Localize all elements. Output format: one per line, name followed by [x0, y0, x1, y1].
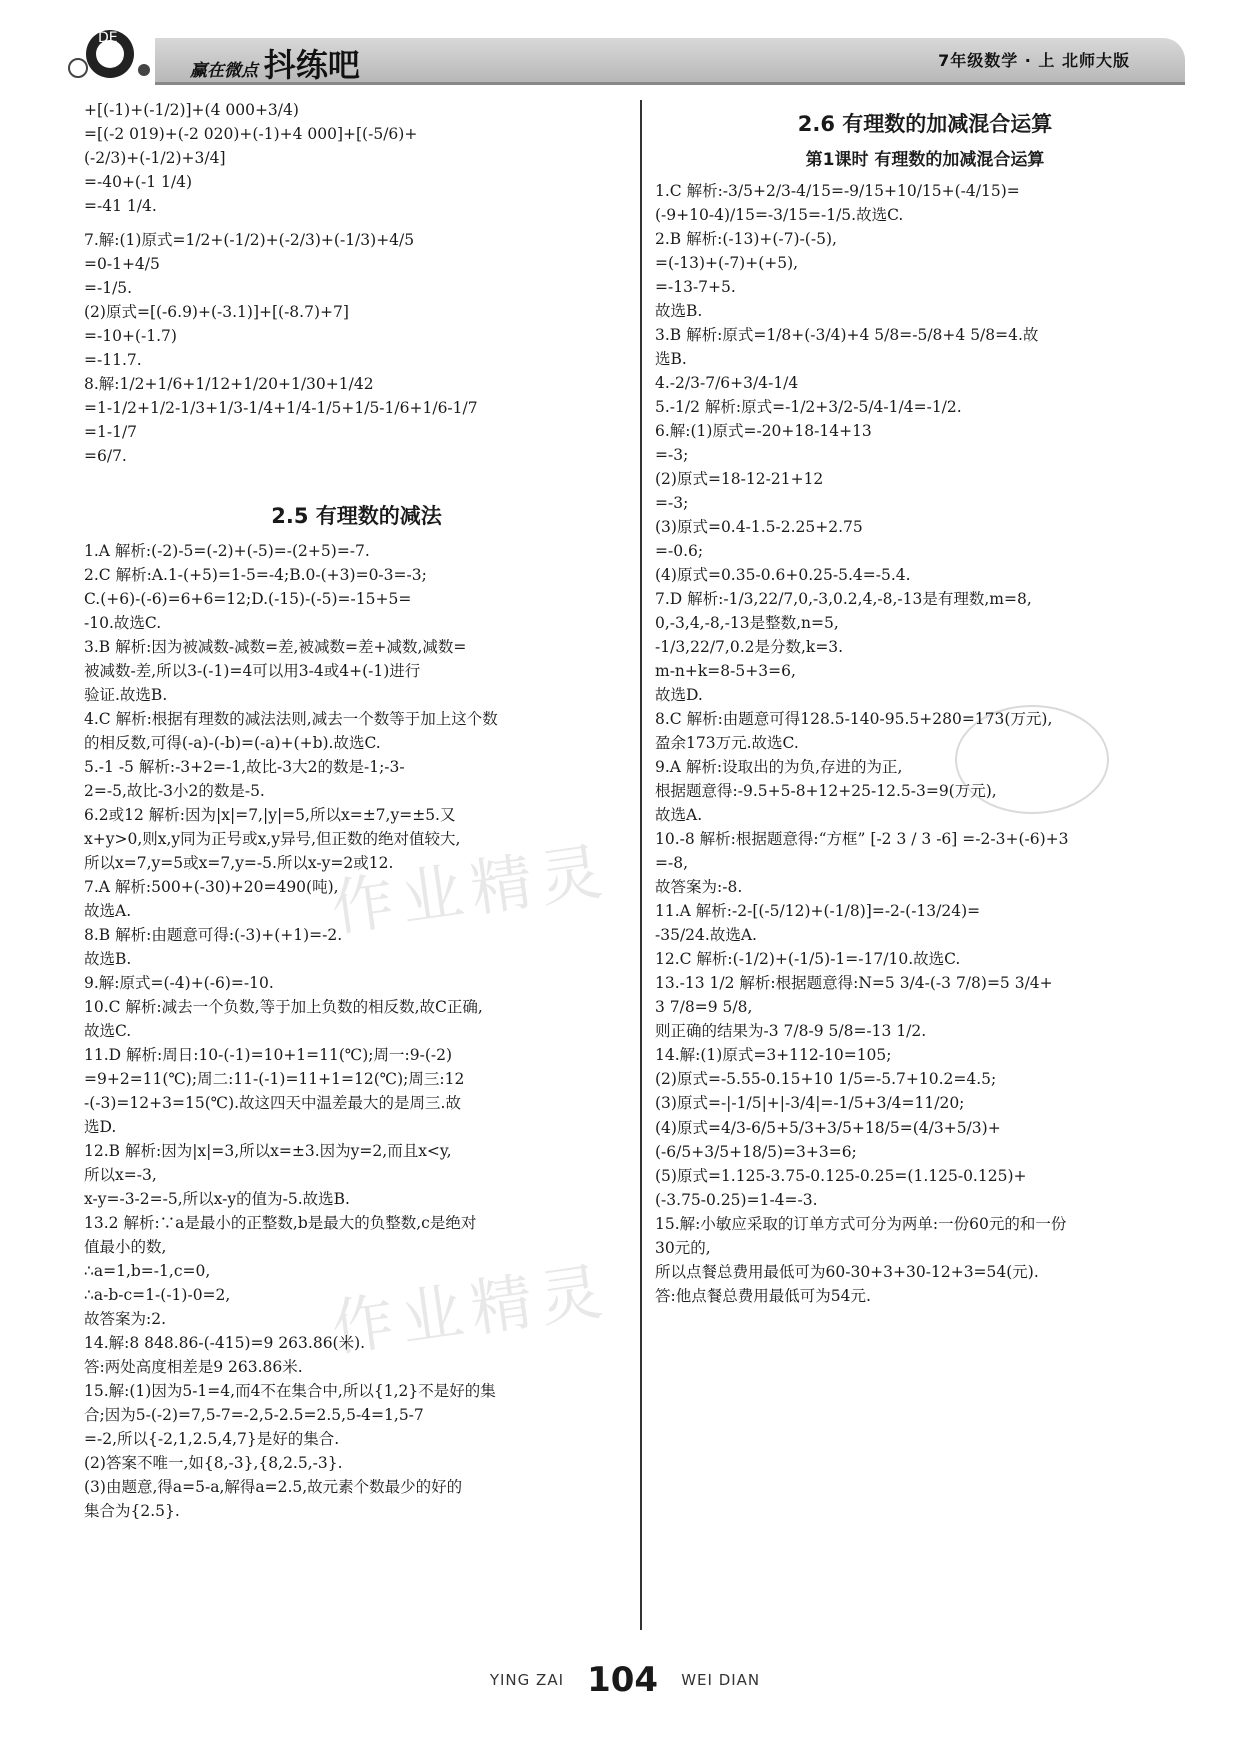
section-2-6-title: 2.6 有理数的加减混合运算	[797, 112, 1053, 136]
text-line: C.(+6)-(-6)=6+6=12;D.(-15)-(-5)=-15+5=	[84, 589, 412, 608]
page-footer	[0, 1660, 1250, 1700]
text-line: (2)答案不唯一,如{8,-3},{8,2.5,-3}.	[84, 1454, 343, 1473]
text-line: 根据题意得:-9.5+5-8+12+25-12.5-3=9(万元),	[655, 782, 997, 801]
text-line: 3.B 解析:原式=1/8+(-3/4)+4 5/8=-5/8+4 5/8=4.故	[655, 325, 1039, 344]
text-line: (2)原式=18-12-21+12	[655, 470, 824, 489]
text-line: 15.解:小敏应采取的订单方式可分为两单:一份60元的和一份	[655, 1214, 1067, 1233]
text-line: +[(-1)+(-1/2)]+(4 000+3/4)	[84, 101, 299, 119]
text-line: =-40+(-1 1/4)	[84, 173, 193, 192]
text-line: 2.C 解析:A.1-(+5)=1-5=-4;B.0-(+3)=0-3=-3;	[84, 565, 427, 584]
column-divider	[640, 100, 642, 1630]
text-line: (3)原式=0.4-1.5-2.25+2.75	[655, 518, 863, 537]
text-line: 7.A 解析:500+(-30)+20=490(吨),	[84, 878, 339, 896]
footer-left: YING ZAI	[489, 1671, 565, 1689]
text-line: 10.C 解析:减去一个负数,等于加上负数的相反数,故C正确,	[84, 998, 483, 1017]
text-line: 故选B.	[84, 950, 132, 969]
text-line: =-11.7.	[84, 351, 142, 370]
text-line: 8.B 解析:由题意可得:(-3)+(+1)=-2.	[84, 926, 343, 945]
text-line: (3)原式=-|-1/5|+|-3/4|=-1/5+3/4=11/20;	[655, 1094, 965, 1113]
text-line: -10.故选C.	[84, 613, 162, 632]
text-line: =-1/5.	[84, 279, 133, 298]
text-line: 故选D.	[655, 686, 703, 705]
text-line: 4.C 解析:根据有理数的减法法则,减去一个数等于加上这个数	[84, 709, 498, 728]
text-line: 7.D 解析:-1/3,22/7,0,-3,0.2,4,-8,-13是有理数,m=8,	[655, 590, 1032, 609]
text-line: m-n+k=8-5+3=6,	[655, 662, 796, 681]
text-line: 13.2 解析:∵a是最小的正整数,b是最大的负整数,c是绝对	[84, 1214, 477, 1233]
text-line: =(-13)+(-7)+(+5),	[655, 253, 799, 272]
text-line: =-2,所以{-2,1,2.5,4,7}是好的集合.	[84, 1430, 340, 1449]
text-line: (2)原式=-5.55-0.15+10 1/5=-5.7+10.2=4.5;	[655, 1070, 997, 1089]
text-line: 10.-8 解析:根据题意得:“方框” [-2 3 / 3 -6] =-2-3+(-6)+3	[655, 830, 1069, 849]
text-line: 15.解:(1)因为5-1=4,而4不在集合中,所以{1,2}不是好的集	[84, 1382, 496, 1401]
text-line: 所以点餐总费用最低可为60-30+3+30-12+3=54(元).	[655, 1262, 1039, 1281]
text-line: 14.解:(1)原式=3+112-10=105;	[655, 1046, 892, 1065]
text-line: =9+2=11(℃);周二:11-(-1)=11+1=12(℃);周三:12	[84, 1070, 465, 1089]
text-line: 2.B 解析:(-13)+(-7)-(-5),	[655, 229, 837, 248]
svg-text:DE: DE	[98, 30, 118, 46]
text-line: 0,-3,4,-8,-13是整数,n=5,	[655, 614, 839, 633]
text-line: 1.A 解析:(-2)-5=(-2)+(-5)=-(2+5)=-7.	[84, 541, 370, 560]
text-line: (3)由题意,得a=5-a,解得a=2.5,故元素个数最少的好的	[84, 1478, 463, 1497]
text-line: 12.B 解析:因为|x|=3,所以x=±3.因为y=2,而且x<y,	[84, 1142, 452, 1161]
text-line: 故选C.	[84, 1022, 132, 1041]
text-line: 故答案为:-8.	[655, 878, 743, 897]
text-line: ∴a=1,b=-1,c=0,	[84, 1262, 211, 1281]
left-column	[84, 98, 629, 1523]
text-line: =-10+(-1.7)	[84, 327, 177, 346]
text-line: =-13-7+5.	[655, 277, 736, 296]
text-line: =0-1+4/5	[84, 255, 160, 274]
text-line: =6/7.	[84, 447, 127, 466]
text-line: 所以x=7,y=5或x=7,y=-5.所以x-y=2或12.	[84, 853, 394, 872]
text-line: 3 7/8=9 5/8,	[655, 998, 753, 1017]
text-line: (-6/5+3/5+18/5)=3+3=6;	[655, 1142, 857, 1161]
text-line: ∴a-b-c=1-(-1)-0=2,	[84, 1286, 231, 1305]
text-line: 12.C 解析:(-1/2)+(-1/5)-1=-17/10.故选C.	[655, 950, 961, 969]
text-line: -(-3)=12+3=15(℃).故这四天中温差最大的是周三.故	[84, 1094, 461, 1113]
section-2-5-title: 2.5 有理数的减法	[271, 504, 442, 529]
text-line: 被减数-差,所以3-(-1)=4可以用3-4或4+(-1)进行	[84, 661, 421, 680]
text-line: 值最小的数,	[84, 1238, 167, 1257]
logo-icon	[60, 18, 170, 84]
text-line: (4)原式=4/3-6/5+5/3+3/5+18/5=(4/3+5/3)+	[655, 1118, 1001, 1137]
text-line: 合;因为5-(-2)=7,5-7=-2,5-2.5=2.5,5-4=1,5-7	[84, 1406, 424, 1425]
text-line: 7.解:(1)原式=1/2+(-1/2)+(-2/3)+(-1/3)+4/5	[84, 231, 415, 250]
text-line: 答:他点餐总费用最低可为54元.	[655, 1286, 871, 1305]
text-line: -1/3,22/7,0.2是分数,k=3.	[655, 638, 844, 657]
text-line: 9.解:原式=(-4)+(-6)=-10.	[84, 974, 274, 993]
text-line: (-2/3)+(-1/2)+3/4]	[84, 149, 226, 168]
text-line: =-8,	[655, 854, 689, 873]
text-line: 6.解:(1)原式=-20+18-14+13	[655, 422, 872, 441]
text-line: =-0.6;	[655, 542, 704, 561]
text-line: 11.D 解析:周日:10-(-1)=10+1=11(℃);周一:9-(-2)	[84, 1046, 453, 1065]
text-line: 9.A 解析:设取出的为负,存进的为正,	[655, 758, 903, 777]
text-line: (5)原式=1.125-3.75-0.125-0.25=(1.125-0.125)+	[655, 1166, 1027, 1185]
brand-big: 抖练吧	[263, 46, 360, 84]
text-line: 11.A 解析:-2-[(-5/12)+(-1/8)]=-2-(-13/24)=	[655, 902, 981, 921]
text-line: 8.C 解析:由题意可得128.5-140-95.5+280=173(万元),	[655, 710, 1053, 729]
text-line: 2=-5,故比-3小2的数是-5.	[84, 781, 265, 800]
text-line: 所以x=-3,	[84, 1166, 157, 1185]
text-line: 则正确的结果为-3 7/8-9 5/8=-13 1/2.	[655, 1022, 927, 1041]
text-line: (-3.75-0.25)=1-4=-3.	[655, 1190, 818, 1209]
text-line: (4)原式=0.35-0.6+0.25-5.4=-5.4.	[655, 566, 911, 585]
text-line: 故选A.	[84, 902, 132, 921]
text-line: 5.-1/2 解析:原式=-1/2+3/2-5/4-1/4=-1/2.	[655, 398, 962, 417]
text-line: =1-1/2+1/2-1/3+1/3-1/4+1/4-1/5+1/5-1/6+1/6-1/7	[84, 399, 478, 418]
footer-right: WEI DIAN	[681, 1671, 761, 1689]
text-line: =-41 1/4.	[84, 197, 157, 216]
book-title: 7年级数学 · 上 北师大版	[938, 51, 1130, 70]
brand-text	[190, 40, 360, 86]
text-line	[84, 218, 629, 228]
text-line: 30元的,	[655, 1238, 711, 1257]
brand-small: 赢在微点	[190, 61, 258, 81]
text-line: 4.-2/3-7/6+3/4-1/4	[655, 374, 799, 393]
section-2-6-subtitle: 第1课时 有理数的加减混合运算	[805, 149, 1045, 170]
text-line: x-y=-3-2=-5,所以x-y的值为-5.故选B.	[84, 1190, 350, 1209]
text-line: 选D.	[84, 1118, 117, 1137]
text-line: =-3;	[655, 446, 689, 465]
text-line: -35/24.故选A.	[655, 926, 757, 945]
text-line: (2)原式=[(-6.9)+(-3.1)]+[(-8.7)+7]	[84, 303, 349, 322]
text-line: 13.-13 1/2 解析:根据题意得:N=5 3/4-(-3 7/8)=5 3/4+	[655, 974, 1053, 993]
text-line: 验证.故选B.	[84, 685, 168, 704]
text-line: 6.2或12 解析:因为|x|=7,|y|=5,所以x=±7,y=±5.又	[84, 805, 456, 824]
text-line: =1-1/7	[84, 423, 138, 442]
text-line: =[(-2 019)+(-2 020)+(-1)+4 000]+[(-5/6)+	[84, 125, 418, 144]
text-line: 故选A.	[655, 806, 703, 825]
text-line: 的相反数,可得(-a)-(-b)=(-a)+(+b).故选C.	[84, 733, 381, 752]
text-line: 1.C 解析:-3/5+2/3-4/15=-9/15+10/15+(-4/15)=	[655, 181, 1020, 200]
right-column	[655, 98, 1195, 1308]
watermark-icon: 作业精灵	[326, 833, 615, 946]
text-line: 8.解:1/2+1/6+1/12+1/20+1/30+1/42	[84, 375, 374, 394]
watermark-icon: 作业精灵	[326, 1253, 615, 1366]
text-line: 选B.	[655, 350, 687, 368]
text-line: 5.-1 -5 解析:-3+2=-1,故比-3大2的数是-1;-3-	[84, 757, 405, 776]
text-line: 3.B 解析:因为被减数-减数=差,被减数=差+减数,减数=	[84, 637, 467, 656]
text-line: 故答案为:2.	[84, 1310, 167, 1329]
page-number: 104	[587, 1660, 659, 1700]
text-line: x+y>0,则x,y同为正号或x,y异号,但正数的绝对值较大,	[84, 829, 461, 848]
page-header	[60, 18, 1190, 86]
text-line: 盈余173万元.故选C.	[655, 734, 799, 753]
text-line: 答:两处高度相差是9 263.86米.	[84, 1358, 303, 1377]
text-line: 故选B.	[655, 301, 703, 320]
text-line: (-9+10-4)/15=-3/15=-1/5.故选C.	[655, 205, 904, 224]
text-line: 14.解:8 848.86-(-415)=9 263.86(米).	[84, 1334, 366, 1353]
text-line: =-3;	[655, 494, 689, 513]
text-line: 集合为{2.5}.	[84, 1502, 180, 1521]
